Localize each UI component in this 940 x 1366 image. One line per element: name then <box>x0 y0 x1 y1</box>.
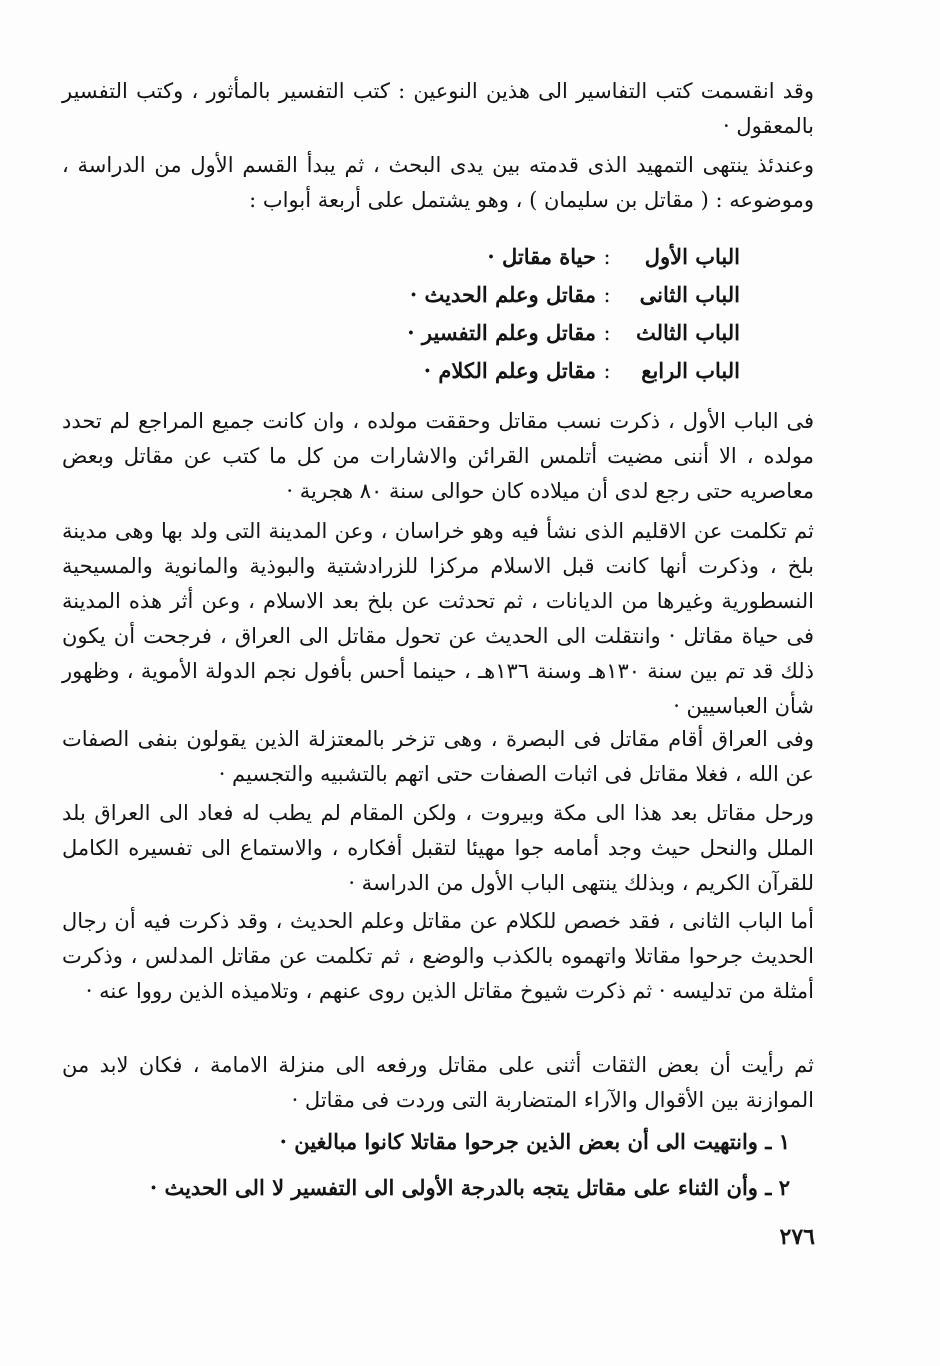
chapter-item-3: الباب الثالث:مقاتل وعلم التفسير · <box>320 314 740 352</box>
chapter-title: مقاتل وعلم الكلام · <box>423 358 596 383</box>
chapter-one-travel-paragraph: ورحل مقاتل بعد هذا الى مكة وبيروت ، ولكن المقام لم يطب له فعاد الى العراق بلد الملل والنحل حيث وجد أمامه جوا مهيئا لتقبل أفكاره ، والاستماع الى تفسيره الكامل للقرآن الكريم ، وبذلك ينتهى الباب الأول من الدراسة · <box>62 801 814 895</box>
chapter-name: الباب الثالث <box>635 320 740 345</box>
chapter-item-4: الباب الرابع:مقاتل وعلم الكلام · <box>320 352 740 390</box>
page-number: ٢٧٦ <box>779 1224 815 1250</box>
chapter-one-iraq-paragraph: وفى العراق أقام مقاتل فى البصرة ، وهى تزخر بالمعتزلة الذين يقولون بنفى الصفات عن الله ، فغلا مقاتل فى اثبات الصفات حتى اتهم بالتشبيه والتجسيم · <box>62 727 814 786</box>
chapter-list <box>320 238 740 390</box>
chapter-title: مقاتل وعلم الحديث · <box>409 282 596 307</box>
chapter-one-region-paragraph: ثم تكلمت عن الاقليم الذى نشأ فيه وهو خراسان ، وعن المدينة التى ولد بها وهى مدينة بلخ ، وذكرت أنها كانت قبل الاسلام مركزا للزرادشتية والبوذية والمانوية والمسيحية النسطورية وغيرها من الديانات ، ثم تحدثت عن بلخ بعد الاسلام ، وعن أثر هذه المدينة فى حياة مقاتل · وانتقلت الى الحديث عن تحول مقاتل الى العراق ، فرجحت أن يكون ذلك قد تم بين سنة ١٣٠هـ وسنة ١٣٦هـ ، حينما أحس بأفول نجم الدولة الأموية ، وظهور شأن العباسيين · <box>62 519 814 718</box>
numbered-item-1: ١ ـ وانتهيت الى أن بعض الذين جرحوا مقاتلا كانوا مبالغين · <box>279 1129 790 1154</box>
chapter-item-1: الباب الأول:حياة مقاتل · <box>320 238 740 276</box>
plan-paragraph: وعندئذ ينتهى التمهيد الذى قدمته بين يدى البحث ، ثم يبدأ القسم الأول من الدراسة ، وموضوعه : ( مقاتل بن سليمان ) ، وهو يشتمل على أربعة أبواب : <box>62 153 814 212</box>
chapter-title: مقاتل وعلم التفسير · <box>407 320 596 345</box>
chapter-title: حياة مقاتل · <box>487 244 596 269</box>
numbered-item-2: ٢ ـ وأن الثناء على مقاتل يتجه بالدرجة الأولى الى التفسير لا الى الحديث · <box>149 1175 790 1200</box>
chapter-name: الباب الثانى <box>639 282 740 307</box>
chapter-name: الباب الأول <box>644 244 740 269</box>
chapter-one-birth-paragraph: فى الباب الأول ، ذكرت نسب مقاتل وحققت مولده ، وان كانت جميع المراجع لم تحدد مولده ، الا أننى مضيت أتلمس القرائن والاشارات من كل ما كتب عن مقاتل وبعض معاصريه حتى رجع لدى أن ميلاده كان حوالى سنة ٨٠ هجرية · <box>62 409 814 503</box>
chapter-two-paragraph: أما الباب الثانى ، فقد خصص للكلام عن مقاتل وعلم الحديث ، وقد ذكرت فيه أن رجال الحديث جرحوا مقاتلا واتهموه بالكذب والوضع ، ثم تكلمت عن مقاتل المدلس ، وذكرت أمثلة من تدليسه · ثم ذكرت شيوخ مقاتل الذين روى عنهم ، وتلاميذه الذين رووا عنه · <box>62 909 814 1003</box>
intro-paragraph: وقد انقسمت كتب التفاسير الى هذين النوعين : كتب التفسير بالمأثور ، وكتب التفسير بالمعقول · <box>62 79 814 138</box>
chapter-item-2: الباب الثانى:مقاتل وعلم الحديث · <box>320 276 740 314</box>
chapter-two-praise-paragraph: ثم رأيت أن بعض الثقات أثنى على مقاتل ورفعه الى منزلة الامامة ، فكان لابد من الموازنة بين الأقوال والآراء المتضاربة التى وردت فى مقاتل · <box>62 1053 814 1112</box>
chapter-name: الباب الرابع <box>641 358 740 383</box>
